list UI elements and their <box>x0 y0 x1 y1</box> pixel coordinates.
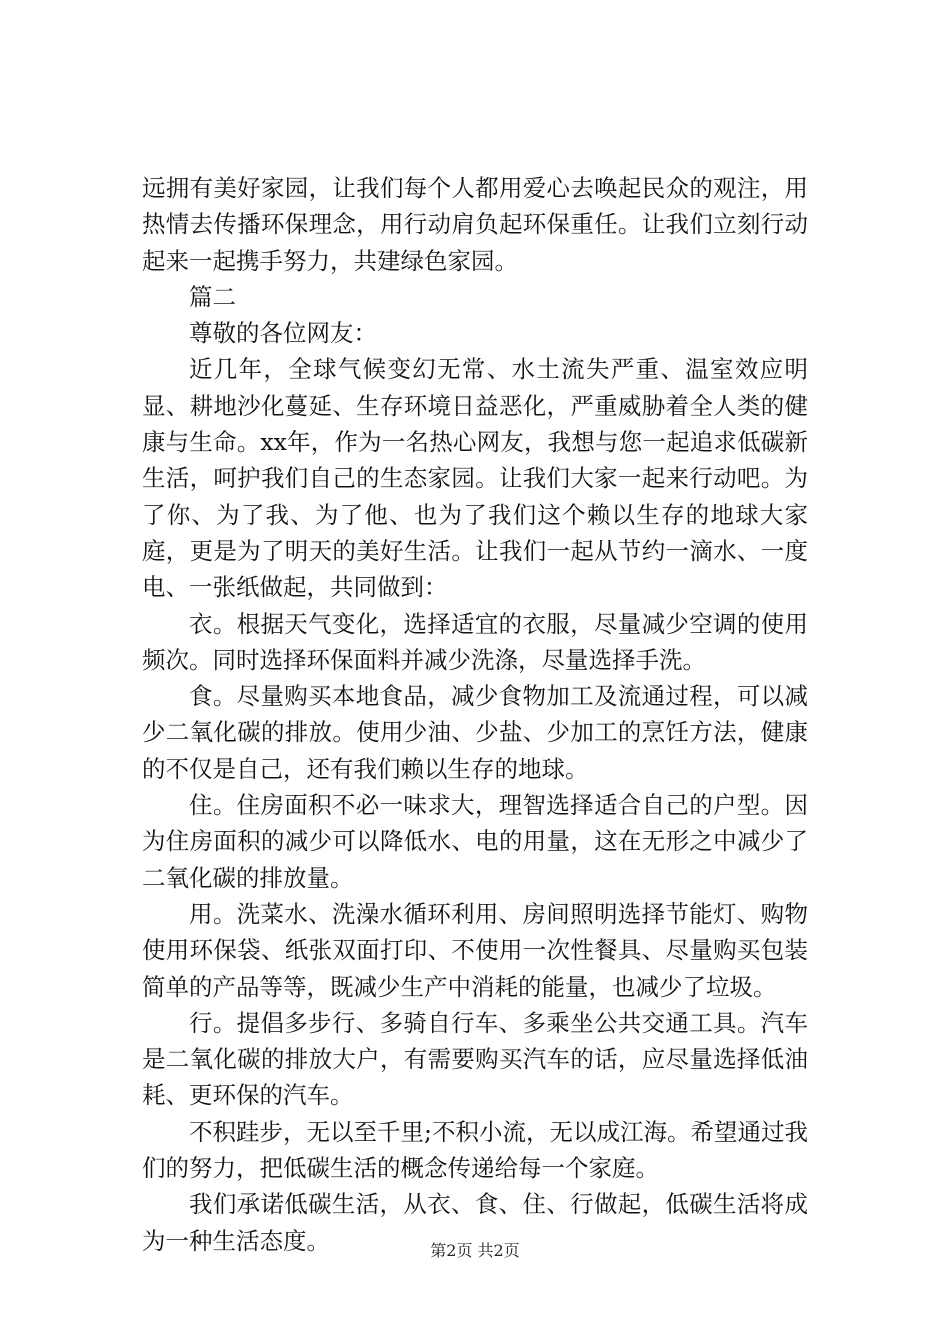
section-heading: 篇二 <box>189 282 236 311</box>
page-number: 第2页 <box>430 1241 473 1260</box>
paragraph-continuation: 远拥有美好家园，让我们每个人都用爱心去唤起民众的观注，用热情去传播环保理念，用行动肩负起环保重任。让我们立刻行动起来一起携手努力，共建绿色家园。 <box>142 174 808 275</box>
page-total: 共2页 <box>477 1241 520 1260</box>
paragraph-food: 食。尽量购买本地食品，减少食物加工及流通过程，可以减少二氧化碳的排放。使用少油、少盐、少加工的烹饪方法，健康的不仅是自己，还有我们赖以生存的地球。 <box>142 682 808 783</box>
paragraph-housing: 住。住房面积不必一味求大，理智选择适合自己的户型。因为住房面积的减少可以降低水、电的用量，这在无形之中减少了二氧化碳的排放量。 <box>142 791 808 892</box>
paragraph-intro: 近几年，全球气候变幻无常、水土流失严重、温室效应明显、耕地沙化蔓延、生存环境日益恶化，严重威胁着全人类的健康与生命。xx年，作为一名热心网友，我想与您一起追求低碳新生活，呵护我们自己的生态家园。让我们大家一起来行动吧。为了你、为了我、为了他、也为了我们这个赖以生存的地球大家庭，更是为了明天的美好生活。让我们一起从节约一滴水、一度电、一张纸做起，共同做到： <box>142 355 808 602</box>
paragraph-clothing: 衣。根据天气变化，选择适宜的衣服，尽量减少空调的使用频次。同时选择环保面料并减少洗涤，尽量选择手洗。 <box>142 609 808 674</box>
page-footer <box>0 1241 950 1261</box>
salutation: 尊敬的各位网友： <box>189 319 377 348</box>
paragraph-proverb: 不积跬步，无以至千里;不积小流，无以成江海。希望通过我们的努力，把低碳生活的概念传递给每一个家庭。 <box>142 1117 808 1183</box>
document-body <box>142 170 808 1259</box>
paragraph-travel: 行。提倡多步行、多骑自行车、多乘坐公共交通工具。汽车是二氧化碳的排放大户，有需要购买汽车的话，应尽量选择低油耗、更环保的汽车。 <box>142 1008 808 1110</box>
paragraph-usage: 用。洗菜水、洗澡水循环利用、房间照明选择节能灯、购物使用环保袋、纸张双面打印、不使用一次性餐具、尽量购买包装简单的产品等等，既减少生产中消耗的能量，也减少了垃圾。 <box>142 899 808 1001</box>
paragraph-pledge: 我们承诺低碳生活，从衣、食、住、行做起，低碳生活将成为一种生活态度。 <box>142 1190 808 1255</box>
